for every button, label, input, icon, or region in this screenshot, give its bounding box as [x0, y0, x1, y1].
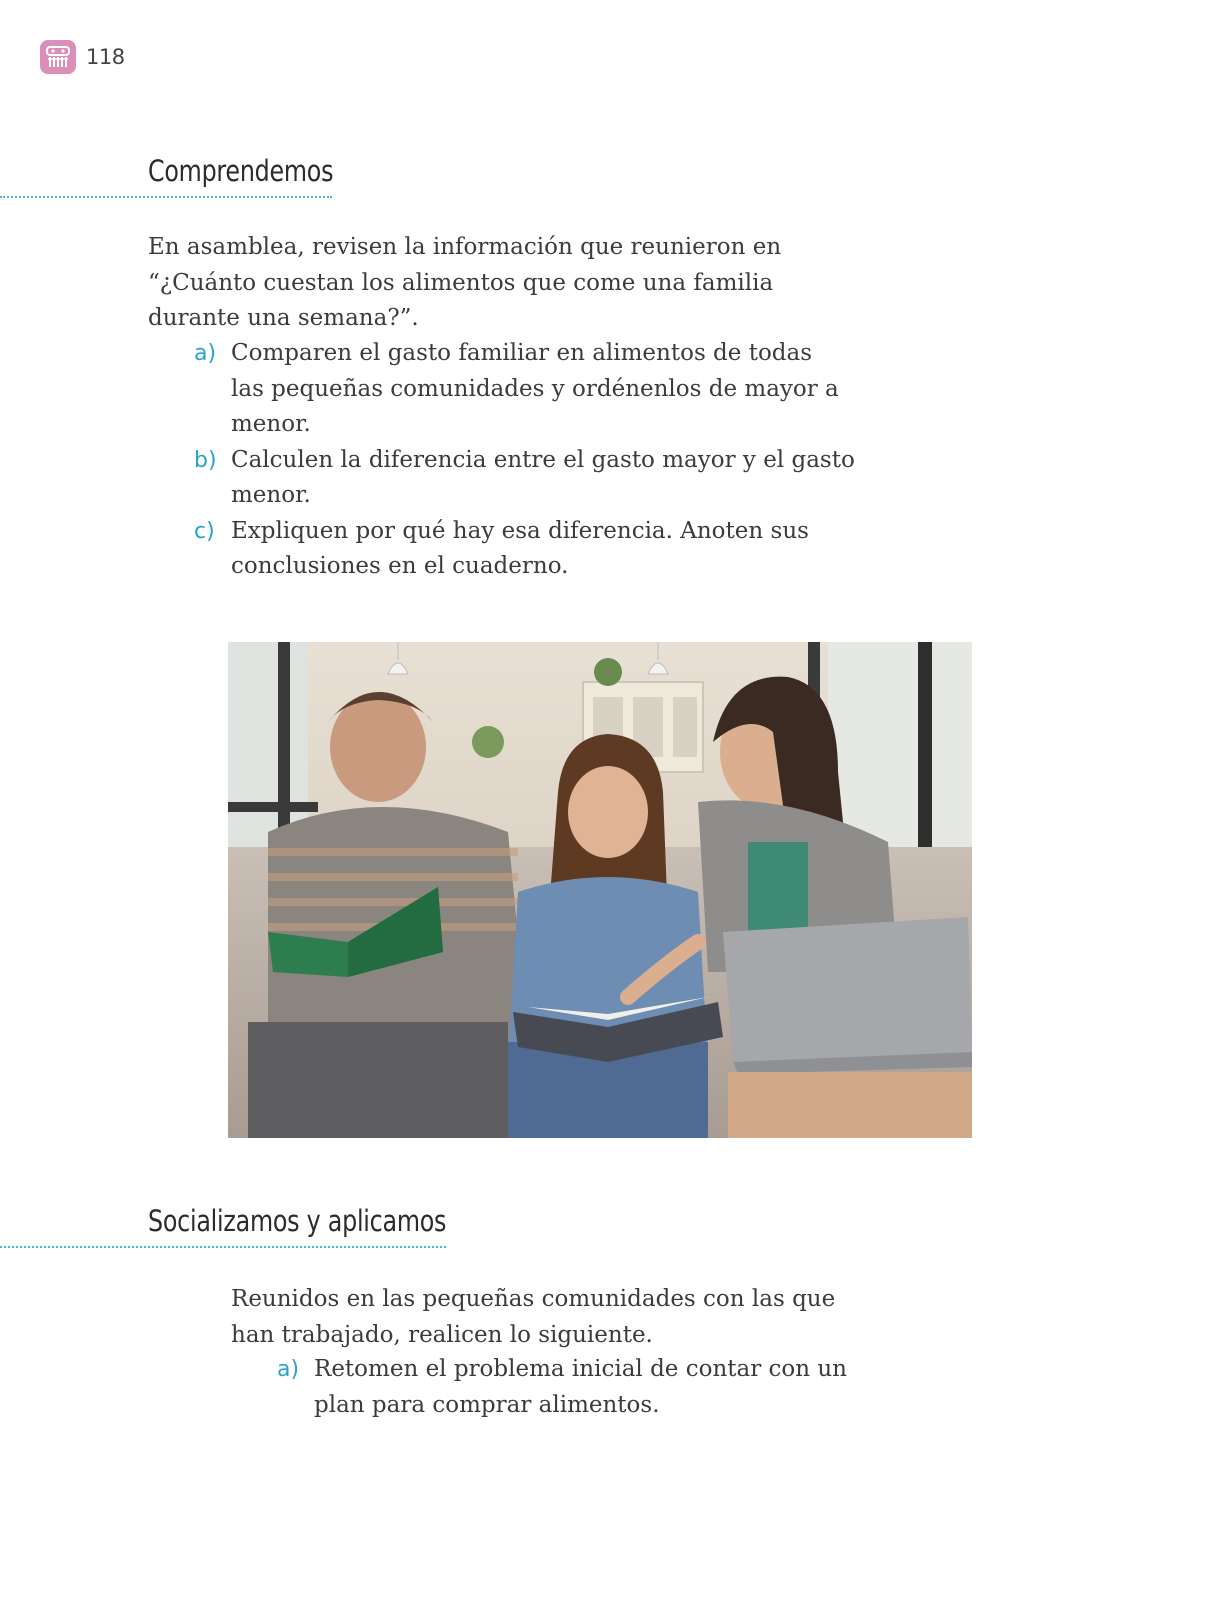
text-line: plan para comprar alimentos. — [314, 1391, 660, 1418]
activity-list — [194, 336, 914, 585]
intro-paragraph-2 — [231, 1282, 931, 1353]
section-title-comprendemos: Comprendemos — [148, 154, 334, 188]
text-line: Retomen el problema inicial de contar con un — [314, 1356, 847, 1382]
text-line: Comparen el gasto familiar en alimentos de todas — [231, 340, 813, 366]
text-line: Expliquen por qué hay esa diferencia. Anoten sus — [231, 517, 809, 544]
text-line: “¿Cuánto cuestan los alimentos que come una familia — [148, 269, 774, 296]
list-marker: b) — [194, 447, 217, 473]
list-item — [194, 336, 914, 443]
page-header — [40, 40, 125, 74]
list-item — [194, 514, 914, 585]
section-divider — [0, 196, 332, 198]
page-number: 118 — [86, 45, 125, 69]
list-marker: a) — [277, 1357, 300, 1382]
list-item — [194, 443, 914, 514]
text-line: Calculen la diferencia entre el gasto mayor y el gasto — [231, 446, 855, 473]
list-marker: c) — [194, 518, 215, 544]
glyph-icon — [40, 40, 76, 74]
text-line: han trabajado, realicen lo siguiente. — [231, 1321, 653, 1348]
text-line: menor. — [231, 411, 311, 437]
list-marker: a) — [194, 341, 217, 366]
text-line: Reunidos en las pequeñas comunidades con las que — [231, 1286, 836, 1312]
text-line: las pequeñas comunidades y ordénenlos de mayor a — [231, 375, 839, 402]
family-reading-photo — [228, 642, 972, 1138]
text-line: conclusiones en el cuaderno. — [231, 553, 569, 579]
list-item — [277, 1352, 917, 1423]
section-title-socializamos: Socializamos y aplicamos — [148, 1204, 447, 1238]
text-line: durante una semana?”. — [148, 305, 419, 331]
activity-list-2 — [277, 1352, 917, 1423]
text-line: En asamblea, revisen la información que reunieron en — [148, 234, 782, 260]
section-divider — [0, 1246, 446, 1248]
text-line: menor. — [231, 482, 311, 508]
intro-paragraph — [148, 230, 908, 337]
